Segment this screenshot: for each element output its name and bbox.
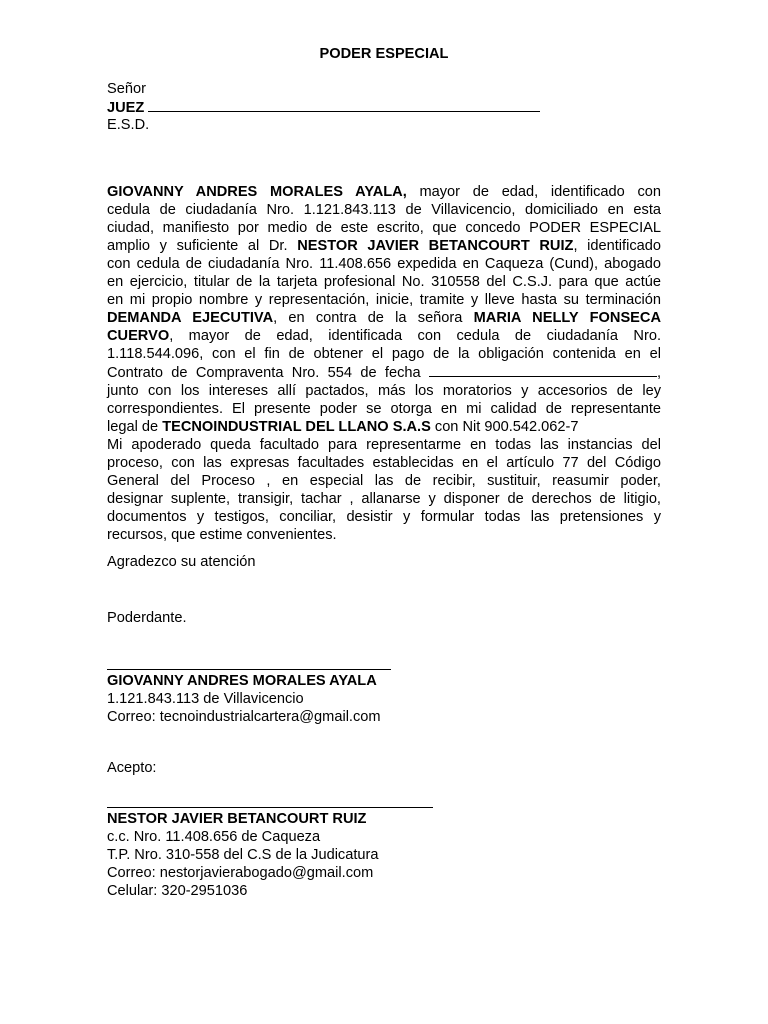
p2-line: recursos, que estime convenientes. — [107, 527, 337, 543]
attorney-phone: Celular: 320-2951036 — [107, 883, 248, 899]
attorney-name-inline: NESTOR JAVIER BETANCOURT RUIZ — [297, 238, 574, 254]
document-title: PODER ESPECIAL — [319, 46, 449, 62]
p1-text: , — [656, 365, 661, 381]
p1-line — [107, 237, 661, 255]
p1-line — [107, 309, 661, 327]
attorney-name: NESTOR JAVIER BETANCOURT RUIZ — [107, 811, 367, 827]
grantor-email: Correo: tecnoindustrialcartera@gmail.com — [107, 709, 381, 725]
attorney-signature-line — [107, 807, 433, 808]
lawsuit-type: DEMANDA EJECUTIVA — [107, 310, 274, 326]
accept-label: Acepto: — [107, 760, 157, 776]
p1-line: cedula de ciudadanía Nro. 1.121.843.113 de Villavicencio, domiciliado en esta — [107, 202, 661, 218]
grantor-signature-line — [107, 669, 391, 670]
p1-text: legal de — [107, 419, 163, 435]
attorney-tp: T.P. Nro. 310-558 del C.S de la Judicatura — [107, 847, 379, 863]
p1-line: ciudad, manifiesto por medio de este escrito, que concedo PODER ESPECIAL — [107, 220, 661, 236]
judge-line — [107, 98, 540, 117]
p1-line: en ejercicio, titular de la tarjeta profesional No. 310558 del C.S.J. para que actúe — [107, 274, 661, 290]
p1-line — [107, 363, 661, 382]
p1-line: en mi propio nombre y representación, inicie, tramite y lleve hasta su terminación — [107, 292, 661, 308]
p1-text: amplio y suficiente al Dr. — [107, 238, 298, 254]
p2-line: proceso, con las expresas facultades establecidas en el artículo 77 del Código — [107, 455, 661, 471]
grantor-label: Poderdante. — [107, 610, 187, 626]
p1-line: junto con los intereses allí pactados, más los moratorios y accesorios de ley — [107, 383, 661, 399]
p1-text: mayor de edad, identificado con — [406, 184, 661, 200]
defendant-name: MARIA NELLY FONSECA — [473, 310, 661, 326]
p1-line — [107, 327, 661, 345]
judge-label: JUEZ — [107, 100, 145, 116]
p1-line: 1.118.544.096, con el fin de obtener el pago de la obligación contenida en el — [107, 346, 661, 362]
p1-text: , mayor de edad, identificada con cedula de ciudadanía Nro. — [169, 328, 661, 344]
p2-line: documentos y testigos, conciliar, desistir y formular todas las pretensiones y — [107, 509, 661, 525]
p1-text: , identificado — [573, 238, 661, 254]
date-blank — [429, 363, 657, 377]
salutation: Señor — [107, 81, 146, 97]
p1-line — [107, 418, 661, 436]
p2-line: General del Proceso , en especial las de recibir, sustituir, reasumir poder, — [107, 473, 661, 489]
esd-line: E.S.D. — [107, 117, 150, 133]
attorney-email: Correo: nestorjavierabogado@gmail.com — [107, 865, 374, 881]
company-name: TECNOINDUSTRIAL DEL LLANO S.A.S — [162, 419, 431, 435]
defendant-surname: CUERVO — [107, 328, 170, 344]
judge-blank — [148, 98, 540, 112]
p1-line: correspondientes. El presente poder se otorga en mi calidad de representante — [107, 401, 661, 417]
p2-line: designar suplente, transigir, tachar , allanarse y disponer de derechos de litigio, — [107, 491, 661, 507]
p1-line: con cedula de ciudadanía Nro. 11.408.656 expedida en Caqueza (Cund), abogado — [107, 256, 661, 272]
attorney-id: c.c. Nro. 11.408.656 de Caqueza — [107, 829, 321, 845]
paragraph-2 — [107, 436, 661, 544]
p1-line — [107, 183, 661, 201]
paragraph-1 — [107, 183, 661, 436]
p1-text: Contrato de Compraventa Nro. 554 de fecha — [107, 365, 421, 381]
p1-text: , en contra de la señora — [273, 310, 474, 326]
grantor-name-inline: GIOVANNY ANDRES MORALES AYALA, — [107, 184, 407, 200]
closing-text: Agradezco su atención — [107, 554, 256, 570]
grantor-name: GIOVANNY ANDRES MORALES AYALA — [107, 673, 377, 689]
grantor-id: 1.121.843.113 de Villavicencio — [107, 691, 304, 707]
p2-line: Mi apoderado queda facultado para representarme en todas las instancias del — [107, 437, 661, 453]
p1-text: con Nit 900.542.062-7 — [430, 419, 579, 435]
